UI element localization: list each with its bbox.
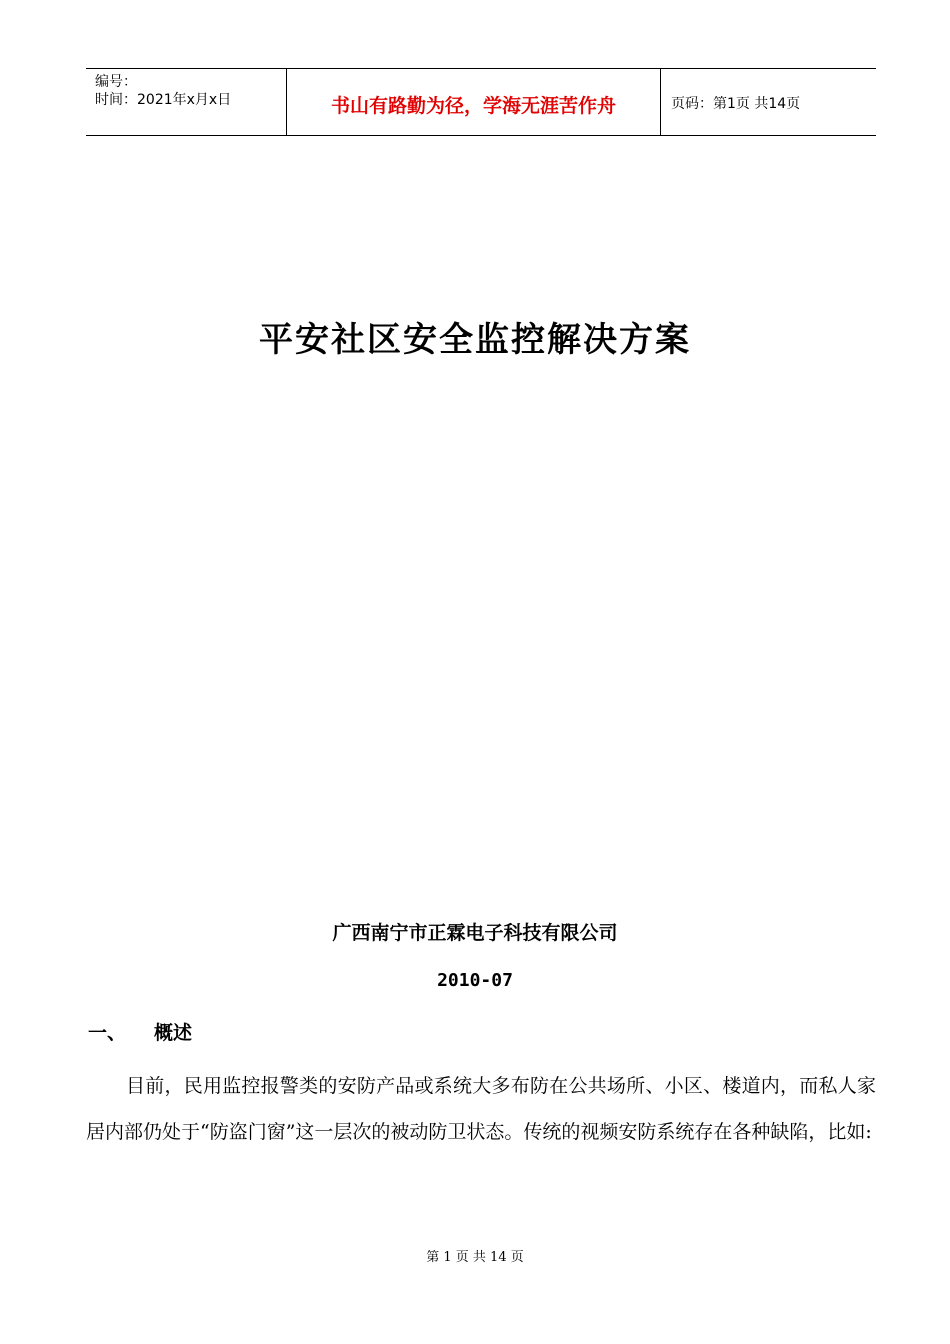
company-name: 广西南宁市正霖电子科技有限公司 — [332, 922, 618, 944]
header-page-info: 页码：第1页 共14页 — [671, 96, 801, 112]
header-motto: 书山有路勤为径，学海无涯苦作舟 — [330, 94, 616, 117]
document-date: 2010-07 — [437, 970, 513, 991]
section-title: 概述 — [154, 1022, 193, 1044]
document-header — [86, 68, 876, 136]
section-heading — [88, 1018, 192, 1045]
header-meta-cell — [86, 69, 287, 135]
header-page-cell — [661, 69, 876, 135]
document-time-label: 时间：2021年x月x日 — [95, 92, 232, 108]
document-number-label: 编号： — [95, 74, 137, 90]
body-paragraph: 目前，民用监控报警类的安防产品或系统大多布防在公共场所、小区、楼道内，而私人家居内部仍处于“防盗门窗”这一层次的被动防卫状态。传统的视频安防系统存在各种缺陷，比如: — [86, 1075, 876, 1143]
section-number: 一、 — [88, 1022, 127, 1044]
page-footer: 第 1 页 共 14 页 — [426, 1250, 524, 1265]
document-title: 平安社区安全监控解决方案 — [259, 320, 691, 360]
header-motto-cell — [287, 69, 661, 135]
